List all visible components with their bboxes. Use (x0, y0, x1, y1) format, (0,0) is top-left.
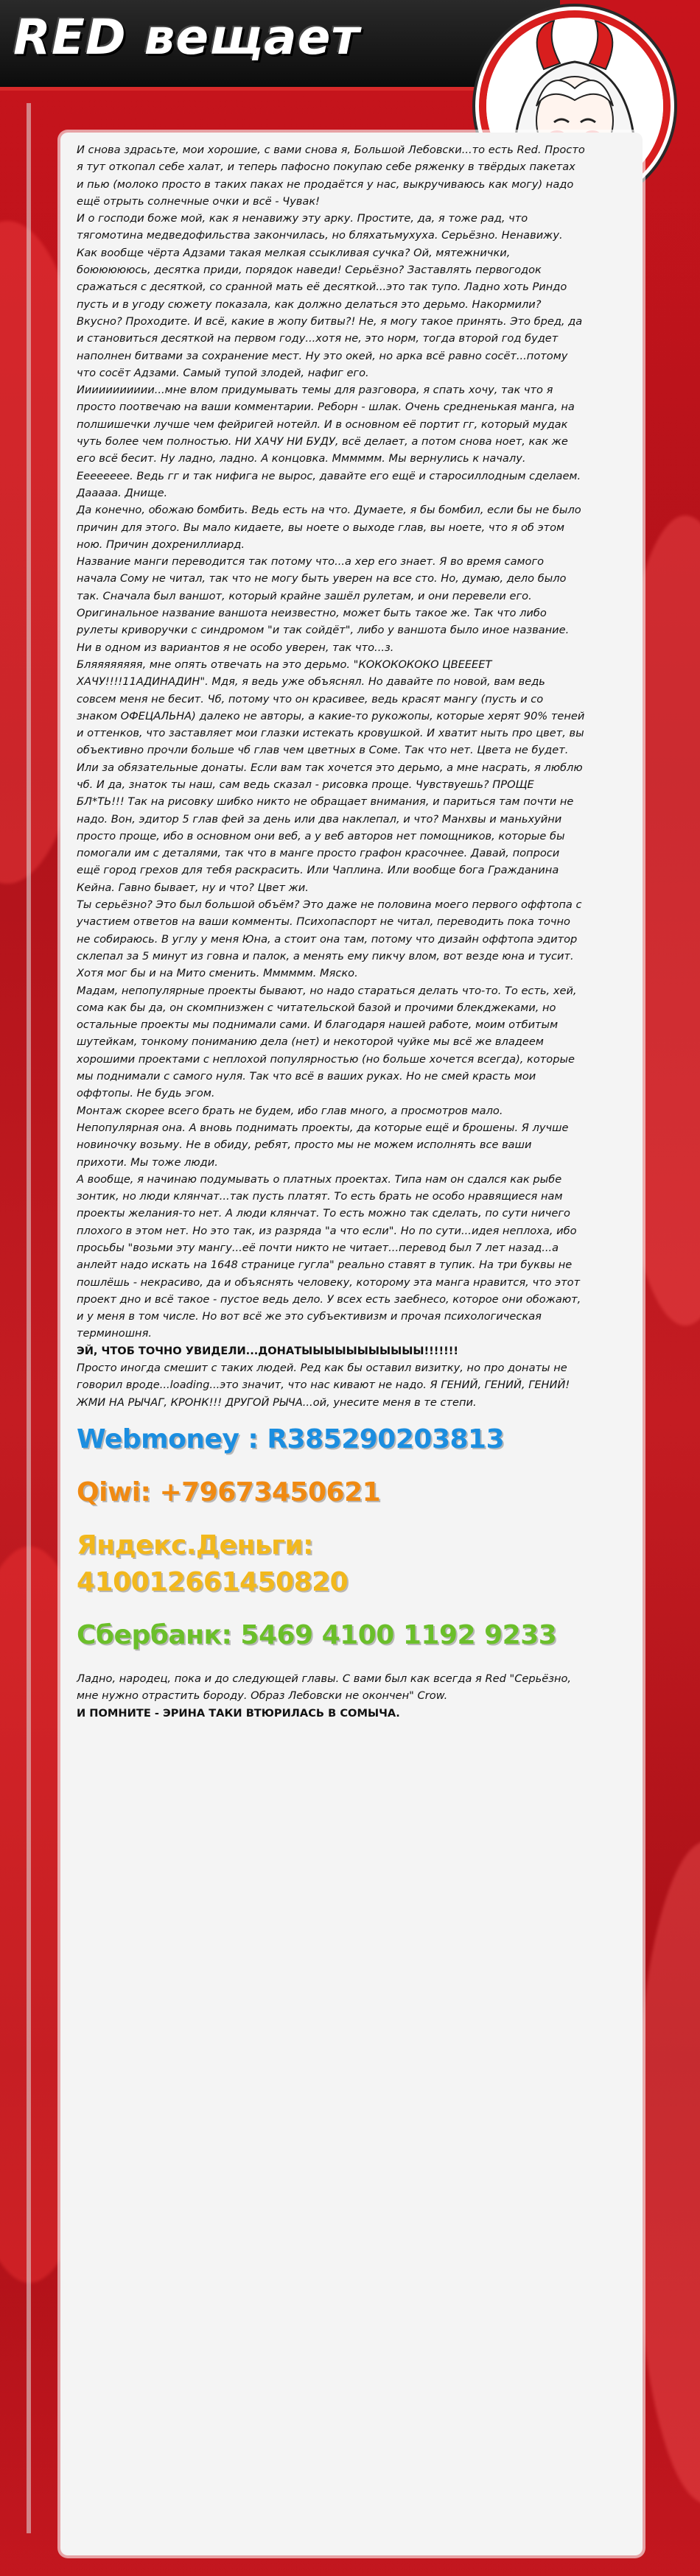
paragraph: А вообще, я начинаю подумывать о платных проектах. Типа нам он сдался как рыбе зонтик, но люди клянчат...так пусть платят. То есть брать не особо нравящиеся нам проекты желания-то нет. А люди клянчат. То есть можно так сделать, по сути ничего плохого в этом нет. Но это так, из разряда "а что если". Но по сути...идея неплоха, ибо просьбы "возьми эту мангу...её почти никто не читает...перевод был 7 лет назад...а анлейт надо искать на 1648 странице гугла" реально ставят в тупик. На три буквы не пошлёшь - некрасиво, да и объяснять человеку, которому эта манга нравится, что этот проект дно и всё такое - пустое ведь дело. У всех есть заебнесо, которое они обожают, и у меня в том числе. Но вот всё же это субъективизм и прочая психологическая терминошня. (77, 1172, 581, 1340)
paragraph: Иииииииииии...мне влом придумывать темы для разговора, я спать хочу, так что я просто поотвечаю на ваши комментарии. Реборн - шлак. Очень средненькая манга, на полшишечки лучше чем фейригей нотейл. И в основном её портит гг, который мудак чуть более чем полностью. НИ ХАЧУ НИ БУДУ, всё делает, а потом снова ноет, как же его всё бесит. Ну ладно, ладно. А концовка. Мммммм. Мы вернулись к началу. Ееееееее. Ведь гг и так нифига не вырос, давайте его ещё и старосиллодным сделаем. Дааааа. Днище. (77, 384, 581, 499)
paragraph: Мадам, непопулярные проекты бывают, но надо стараться делать что-то. То есть, хей, сома как бы да, он скомпнизжен с читательской базой и прочими блекджеками, но остальные проекты мы поднимали сами. И благодаря нашей работе, моим отбитым шутейкам, тонкому пониманию дела (нет) и некоторой чуйке мы всё же владеем хорошими проектами с неплохой популярностью (но больше хочется всегда), которые мы поднимали с самого нуля. Так что всё в ваших руках. Но не смей красть мои оффтопы. Не будь эгом. (77, 984, 577, 1100)
sberbank-card: Сбербанк: 5469 4100 1192 9233 (77, 1619, 557, 1650)
page-title: RED вещает (13, 9, 360, 66)
paragraph: Бляяяяяяяя, мне опять отвечать на это дерьмо. "КОКОКОКОКО ЦВЕЕЕЕТ ХАЧУ!!!!11АДИНАДИН". Мдя, я ведь уже объяснял. Но давайте по новой, вам ведь совсем меня не бесит. Чб, потому что он красивее, ведь красят мангу (пусть и со знаком ОФЕЦАЛЬНА) далеко не авторы, а какие-то рукожопы, которые херят 90% теней и оттенков, что заставляет мои глазки истекать кровушкой. И хватит ныть про цвет, вы объективно прочли больше чб глав чем цветных в Соме. Так что нет. Цвета не будет. Или за обязательные донаты. Если вам так хочется это дерьмо, а мне насрать, я люблю чб. И да, знаток ты наш, сам ведь сказал - рисовка проще. Чувствуешь? ПРОЩЕ БЛ*ТЬ!!! Так на рисовку шибко никто не обращает внимания, и париться там почти не надо. Вон, эдитор 5 глав фей за день или два наклепал, и что? Манхвы и маньхуйни просто проще, ибо в основном они веб, а у веб авторов нет помощников, которые бы помогали им с деталями, так что в манге просто графон красочнее. Давай, попроси ещё город грехов для тебя раскрасить. Или Чаплина. Или вообще богa Гражданина Кейна. Гавно бывает, ну и что? Цвет жи. (77, 658, 585, 894)
paragraph: И о господи боже мой, как я ненавижу эту арку. Простите, да, я тоже рад, что тягомотина медведофильства закончилась, но бляхатьмухуха. Серьёзно. Ненавижу. Как вообще чёрта Адзами такая мелкая ссыкливая сучка? Ой, мятежнички, боюююююсь, десятка приди, порядок наведи! Серьёзно? Заставлять первогодок сражаться с десяткой, со сранной мать её десяткой...это так тупо. Ладно хоть Риндо пусть и в угоду сюжету показала, как должно делаться это дерьмо. Накормили? Вкусно? Проходите. И всё, какие в жопу битвы?! Не, я могу такое принять. Это бред, да и становиться десяткой на первом году...хотя не, это норм, тогда второй год будет наполнен битвами за сохранение мест. Ну это окей, но арка всё равно сосёт...потому что сосёт Адзами. Самый тупой злодей, нафиг его. (77, 212, 583, 379)
paragraph: Монтаж скорее всего брать не будем, ибо глав много, а просмотров мало. Непопулярная она. А вновь поднимать проекты, да которые ещё и брошены. Я лучше новиночку возьму. Не в обиду, ребят, просто мы не можем исполнять все ваши прихоти. Мы тоже люди. (77, 1104, 569, 1169)
final-caps-line: И ПОМНИТЕ - ЭРИНА ТАКИ ВТЮРИЛАСЬ В СОМЫЧА. (77, 1706, 400, 1720)
paragraph: И снова здрасьте, мои хорошие, с вами снова я, Большой Лебовски...то есть Red. Просто я тут откопал себе халат, и теперь пафосно покупаю себе ряженку в твёрдых пакетах и пью (молоко просто в таких паках не продаётся у нас, выкручиваюсь как могу) надо ещё отрыть солнечные очки и всё - Чувак! (77, 144, 585, 208)
yandex-money-wallet: Яндекс.Деньги: 410012661450820 (77, 1530, 349, 1597)
outro-text: Ладно, народец, пока и до следующей главы. С вами был как всегда я Red "Серьёзно, мне нужно отрастить бороду. Образ Лебовски не окончен" Crow. (77, 1672, 572, 1703)
paragraph: Да конечно, обожаю бомбить. Ведь есть на что. Думаете, я бы бомбил, если бы не было причин для этого. Вы мало кидаете, вы ноете о выходе глав, вы ноете, что я об этом ною. Причин дохрениллиард. (77, 504, 581, 551)
paragraph: Название манги переводится так потому что...а хер его знает. Я во время самого начала Сому не читал, так что не могу быть уверен на все сто. Но, думаю, дело было так. Сначала был ваншот, который крайне зашёл рулетам, и они перевели его. Оригинальное название ваншота неизвестно, может быть такое же. Так что либо рулеты криворучки с синдромом "и так сойдёт", либо у ваншота было иное название. Ни в одном из вариантов я не особо уверен, так что...з. (77, 555, 570, 654)
donate-shout: ЭЙ, ЧТОБ ТОЧНО УВИДЕЛИ...ДОНАТЫЫЫЫЫЫЫЫЫЫЫ!!!!!!! (77, 1344, 459, 1357)
qiwi-wallet: Qiwi: +79673450621 (77, 1477, 381, 1507)
article-body (77, 141, 585, 1722)
left-decor-rule (27, 103, 31, 2533)
background-swirl (634, 1841, 700, 2504)
paragraph: Просто иногда смешит с таких людей. Ред как бы оставил визитку, но про донаты не говорил вроде...loading...это значит, что нас кивают не надо. Я ГЕНИЙ, ГЕНИЙ, ГЕНИЙ! ЖМИ НА РЫЧАГ, КРОНК!!! ДРУГОЙ РЫЧА...ой, унесите меня в те степи. (77, 1362, 570, 1409)
header-bar (0, 0, 560, 91)
paragraph: Ты серьёзно? Это был большой объём? Это даже не половина моего первого оффтопа с участием ответов на ваши комменты. Психопаспорт не читал, переводить пока точно не собираюсь. В углу у меня Юна, а стоит она там, потому что дизайн оффтопа эдитор склепал за 5 минут из говна и палок, а менять ему пикчу влом, вот везде юна и тусит. Хотя мог бы и на Мито сменить. Мммммм. Мяско. (77, 898, 582, 980)
webmoney-wallet: Webmoney : R385290203813 (77, 1424, 505, 1454)
